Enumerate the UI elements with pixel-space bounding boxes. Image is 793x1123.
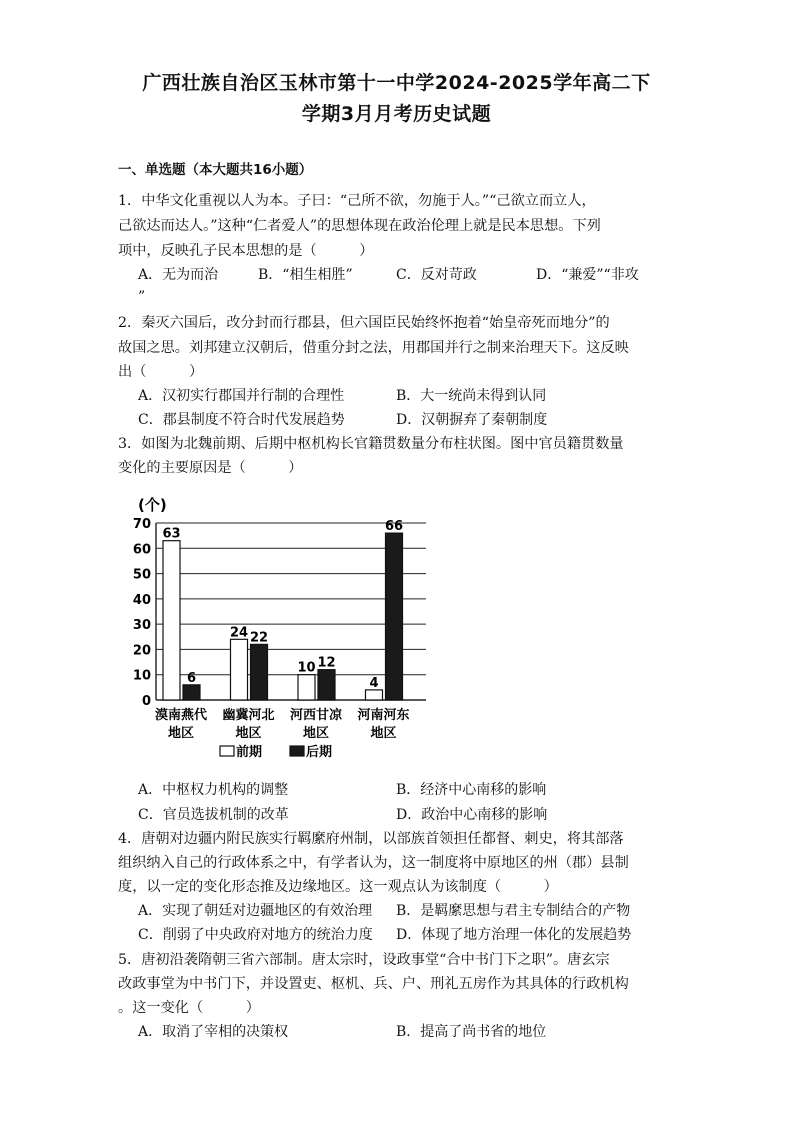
q4-stem-line-3: 度，以一定的变化形态推及边缘地区。这一观点认为该制度（ ） — [118, 879, 558, 895]
q2-option-c[interactable]: C．郡县制度不符合时代发展趋势 — [138, 412, 345, 428]
q4-option-a[interactable]: A．实现了朝廷对边疆地区的有效治理 — [138, 903, 373, 919]
q1-stem-line-2: 己欲达而达人。”这种“仁者爱人”的思想体现在政治伦理上就是民本思想。下列 — [118, 218, 601, 234]
q3-option-b[interactable]: B．经济中心南移的影响 — [396, 782, 547, 798]
x-tick-label: 漠南燕代 — [154, 708, 208, 723]
bar-value-label: 22 — [249, 630, 269, 646]
y-axis-unit-label: (个) — [138, 496, 167, 514]
y-tick-label: 70 — [132, 517, 151, 532]
document-title-line-1: 广西壮族自治区玉林市第十一中学2024-2025学年高二下 — [142, 72, 651, 94]
bar-late — [318, 670, 335, 700]
bar-early — [366, 690, 383, 700]
bar-value-label: 10 — [297, 660, 316, 676]
x-tick-label-line2: 地区 — [167, 726, 195, 741]
q4-option-c[interactable]: C．削弱了中央政府对地方的统治力度 — [138, 927, 373, 943]
q1-option-c[interactable]: C．反对苛政 — [396, 267, 477, 283]
q5-option-b[interactable]: B．提高了尚书省的地位 — [396, 1024, 547, 1040]
legend-swatch-early — [220, 746, 234, 756]
bar-late — [183, 685, 200, 700]
q4-option-d[interactable]: D．体现了地方治理一体化的发展趋势 — [396, 927, 632, 943]
bar-chart — [116, 488, 436, 773]
x-tick-label-line2: 地区 — [302, 726, 330, 741]
q4-option-b[interactable]: B．是羁縻思想与君主专制结合的产物 — [396, 903, 631, 919]
q4-stem-line-2: 组织纳入自己的行政体系之中，有学者认为，这一制度将中原地区的州（郡）县制 — [118, 855, 629, 871]
q3-stem-line-2: 变化的主要原因是（ ） — [118, 460, 303, 476]
x-tick-label: 河南河东 — [357, 708, 410, 723]
legend-label: 前期 — [236, 745, 263, 760]
q3-stem-line-1: 3．如图为北魏前期、后期中枢机构长官籍贯数量分布柱状图。图中官员籍贯数量 — [118, 436, 624, 452]
q5-stem-line-2: 改政事堂为中书门下，并设置吏、枢机、兵、户、刑礼五房作为其具体的行政机构 — [118, 976, 629, 992]
q1-option-b[interactable]: B．“相生相胜” — [258, 267, 353, 283]
legend-label: 后期 — [306, 745, 333, 760]
y-tick-label: 60 — [132, 542, 151, 558]
q2-option-a[interactable]: A．汉初实行郡国并行制的合理性 — [138, 388, 345, 404]
bar-early — [163, 541, 180, 700]
bar-late — [386, 533, 403, 700]
y-tick-label: 20 — [132, 643, 151, 659]
q3-option-a[interactable]: A．中枢权力机构的调整 — [138, 782, 289, 798]
y-tick-label: 40 — [132, 592, 151, 608]
q5-option-a[interactable]: A．取消了宰相的决策权 — [138, 1024, 289, 1040]
q1-option-a[interactable]: A．无为而治 — [138, 267, 219, 283]
bar-early — [298, 675, 315, 700]
bar-value-label: 4 — [369, 675, 379, 691]
y-tick-label: 0 — [141, 694, 151, 709]
document-title-line-2: 学期3月月考历史试题 — [301, 103, 492, 125]
x-tick-label-line2: 地区 — [235, 726, 262, 741]
y-tick-label: 10 — [132, 668, 151, 684]
bar-early — [231, 639, 248, 700]
q3-option-c[interactable]: C．官员选拔机制的改革 — [138, 807, 289, 823]
q5-stem-line-3: 。这一变化（ ） — [118, 1000, 260, 1016]
q1-stem-line-1: 1．中华文化重视以人为本。子曰：“己所不欲，勿施于人。”“己欲立而立人， — [118, 193, 596, 209]
x-tick-label: 河西甘凉 — [289, 708, 343, 723]
bar-value-label: 6 — [186, 670, 197, 686]
bar-late — [251, 644, 268, 700]
q2-option-d[interactable]: D．汉朝摒弃了秦朝制度 — [396, 412, 548, 428]
section-heading: 一、单选题（本大题共16小题） — [118, 162, 313, 178]
bar-value-label: 66 — [384, 519, 404, 535]
q1-option-d-wrap: ” — [138, 289, 146, 305]
x-tick-label-line2: 地区 — [370, 726, 397, 741]
legend-swatch-late — [290, 746, 304, 756]
bar-value-label: 24 — [229, 625, 249, 641]
q3-option-d[interactable]: D．政治中心南移的影响 — [396, 807, 548, 823]
q1-stem-line-3: 项中，反映孔子民本思想的是（ ） — [118, 243, 374, 259]
bar-value-label: 63 — [162, 526, 181, 542]
y-tick-label: 50 — [132, 567, 151, 583]
q4-stem-line-1: 4．唐朝对边疆内附民族实行羁縻府州制，以部族首领担任都督、刺史，将其部落 — [118, 831, 624, 847]
q2-stem-line-2: 故国之思。刘邦建立汉朝后，借重分封之法，用郡国并行之制来治理天下。这反映 — [118, 340, 629, 356]
q5-stem-line-1: 5．唐初沿袭隋朝三省六部制。唐太宗时，设政事堂“合中书门下之职”。唐玄宗 — [118, 952, 610, 968]
y-tick-label: 30 — [132, 618, 151, 634]
q2-option-b[interactable]: B．大一统尚未得到认同 — [396, 388, 547, 404]
q2-stem-line-3: 出（ ） — [118, 364, 204, 380]
bar-value-label: 12 — [317, 655, 336, 671]
q1-option-d[interactable]: D．“兼爱”“非攻 — [536, 267, 639, 283]
x-tick-label: 幽冀河北 — [222, 708, 275, 723]
q2-stem-line-1: 2．秦灭六国后，改分封而行郡县，但六国臣民始终怀抱着“始皇帝死而地分”的 — [118, 315, 610, 331]
